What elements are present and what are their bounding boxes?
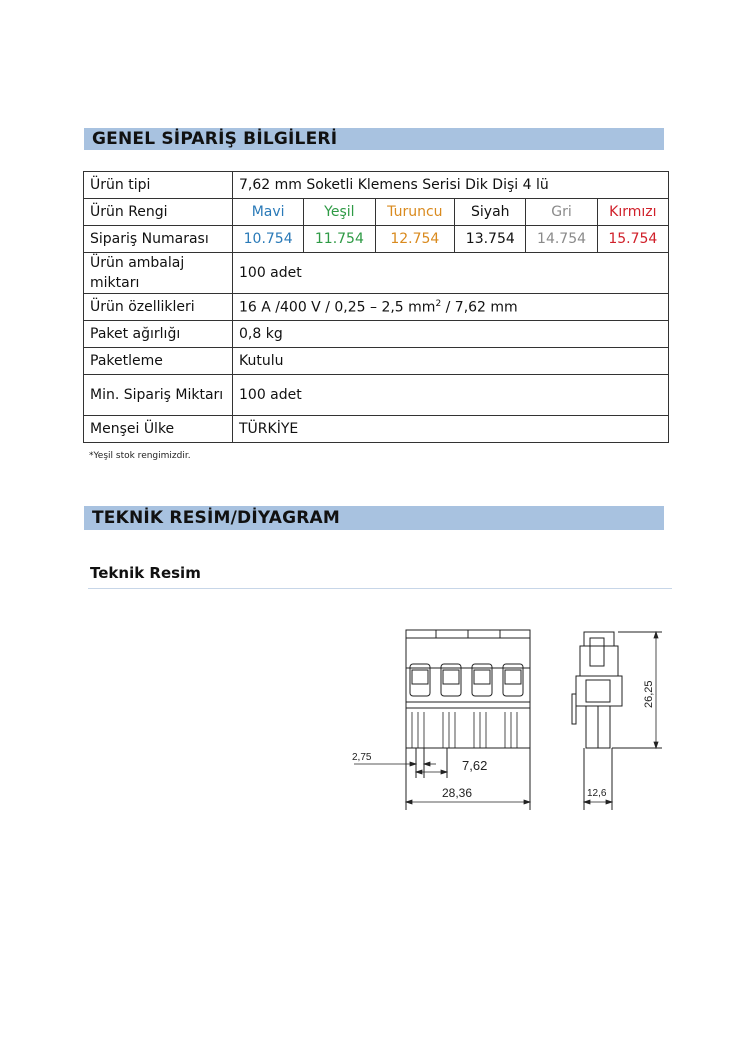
order-number-siyah: 13.754 xyxy=(455,226,526,253)
table-row xyxy=(84,321,669,348)
dimension-offset: 2,75 xyxy=(352,752,372,763)
packaging-qty-value: 100 adet xyxy=(233,253,669,294)
min-order-value: 100 adet xyxy=(233,375,669,416)
technical-drawing xyxy=(340,620,680,820)
table-row xyxy=(84,416,669,443)
dimension-pitch: 7,62 xyxy=(462,758,488,773)
order-number-yesil: 11.754 xyxy=(304,226,375,253)
stock-color-note: *Yeşil stok rengimizdir. xyxy=(89,451,191,461)
product-color-label: Ürün Rengi xyxy=(84,199,233,226)
min-order-label: Min. Sipariş Miktarı xyxy=(84,375,233,416)
order-number-gri: 14.754 xyxy=(526,226,597,253)
packaging-value: Kutulu xyxy=(233,348,669,375)
table-row xyxy=(84,253,669,294)
table-row xyxy=(84,375,669,416)
color-gri: Gri xyxy=(526,199,597,226)
order-number-mavi: 10.754 xyxy=(233,226,304,253)
general-info-heading: GENEL SİPARİŞ BİLGİLERİ xyxy=(84,128,664,150)
side-dimensions xyxy=(584,632,658,804)
features-value-sup: 2 xyxy=(435,298,442,309)
color-siyah: Siyah xyxy=(455,199,526,226)
features-label: Ürün özellikleri xyxy=(84,294,233,321)
color-turuncu: Turuncu xyxy=(375,199,455,226)
packaging-qty-label: Ürün ambalaj miktarı xyxy=(84,253,233,294)
table-row xyxy=(84,199,669,226)
dimension-height: 26,25 xyxy=(643,680,655,708)
table-row xyxy=(84,226,669,253)
origin-label: Menşei Ülke xyxy=(84,416,233,443)
color-yesil: Yeşil xyxy=(304,199,375,226)
order-number-kirmizi: 15.754 xyxy=(597,226,668,253)
dimension-depth: 12,6 xyxy=(587,788,607,799)
package-weight-value: 0,8 kg xyxy=(233,321,669,348)
side-view xyxy=(572,632,662,810)
package-weight-label: Paket ağırlığı xyxy=(84,321,233,348)
table-row xyxy=(84,348,669,375)
color-mavi: Mavi xyxy=(233,199,304,226)
color-kirmizi: Kırmızı xyxy=(597,199,668,226)
table-row xyxy=(84,294,669,321)
product-type-value: 7,62 mm Soketli Klemens Serisi Dik Dişi 4 lü xyxy=(233,172,669,199)
order-number-label: Sipariş Numarası xyxy=(84,226,233,253)
technical-drawing-heading: TEKNİK RESİM/DİYAGRAM xyxy=(84,506,664,530)
front-view xyxy=(406,630,530,810)
features-value-main: 16 A /400 V / 0,25 – 2,5 mm xyxy=(239,299,436,316)
order-number-turuncu: 12.754 xyxy=(375,226,455,253)
features-value xyxy=(233,294,669,321)
product-type-label: Ürün tipi xyxy=(84,172,233,199)
packaging-label: Paketleme xyxy=(84,348,233,375)
subtitle-divider xyxy=(88,588,672,589)
features-value-tail: / 7,62 mm xyxy=(441,299,518,316)
dimension-total-width: 28,36 xyxy=(442,786,473,800)
table-row xyxy=(84,172,669,199)
order-info-table xyxy=(83,171,669,443)
technical-drawing-subtitle: Teknik Resim xyxy=(90,564,201,582)
origin-value: TÜRKİYE xyxy=(233,416,669,443)
